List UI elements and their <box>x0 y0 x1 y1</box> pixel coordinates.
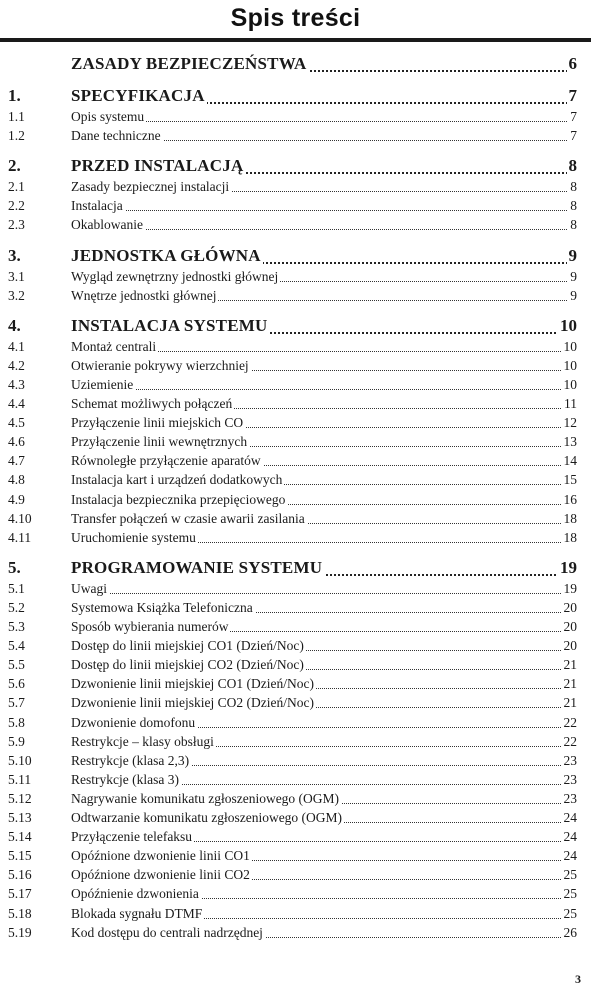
entry-page-number: 20 <box>563 638 577 654</box>
toc-entry[interactable] <box>0 618 591 637</box>
entry-number: 5.14 <box>8 829 32 845</box>
toc-entry[interactable] <box>0 694 591 713</box>
toc-section-entry[interactable] <box>0 306 591 338</box>
entry-number: 5.3 <box>8 619 25 635</box>
entry-page-number: 10 <box>563 376 577 392</box>
entry-title: Dostęp do linii miejskiej CO2 (Dzień/Noc) <box>71 657 304 673</box>
entry-title: SPECYFIKACJA <box>71 86 205 105</box>
toc-entry[interactable] <box>0 599 591 618</box>
entry-page-number: 8 <box>568 156 577 176</box>
entry-page-number: 20 <box>563 619 577 635</box>
entry-title: Opóźnienie dzwonienia <box>71 886 199 902</box>
toc-entry[interactable] <box>0 809 591 828</box>
entry-title: Przyłączenie linii miejskich CO <box>71 415 244 431</box>
entry-number: 4.1 <box>8 338 25 354</box>
entry-number: 5.17 <box>8 886 32 902</box>
entry-page-number: 18 <box>563 529 577 545</box>
entry-title: Odtwarzanie komunikatu zgłoszeniowego (OGM) <box>71 810 343 826</box>
entry-title: Uruchomienie systemu <box>71 529 196 545</box>
entry-title: Równoległe przyłączenie aparatów <box>71 453 261 469</box>
page-number: 3 <box>575 972 581 986</box>
entry-page-number: 22 <box>563 733 577 749</box>
toc-section-entry[interactable] <box>0 76 591 108</box>
entry-title: Opóźnione dzwonienie linii CO2 <box>71 867 250 883</box>
entry-page-number: 8 <box>570 217 577 233</box>
toc-entry[interactable] <box>0 847 591 866</box>
entry-page-number: 23 <box>563 790 577 806</box>
entry-page-number: 15 <box>563 472 577 488</box>
entry-number: 4.5 <box>8 415 25 431</box>
entry-number: 5.15 <box>8 848 32 864</box>
entry-number: 5. <box>8 557 21 577</box>
entry-title: Przyłączenie telefaksu <box>71 829 193 845</box>
entry-title: JEDNOSTKA GŁÓWNA <box>71 245 261 265</box>
toc-entry[interactable] <box>0 178 591 197</box>
entry-title: Dostęp do linii miejskiej CO1 (Dzień/Noc) <box>71 638 304 654</box>
table-of-contents <box>0 44 591 979</box>
entry-title: Sposób wybierania numerów <box>71 619 229 635</box>
entry-number: 5.1 <box>8 580 25 596</box>
toc-entry[interactable] <box>0 771 591 790</box>
toc-entry[interactable] <box>0 452 591 471</box>
entry-page-number: 21 <box>563 657 577 673</box>
entry-number: 4.3 <box>8 376 25 392</box>
entry-page-number: 19 <box>560 557 577 577</box>
toc-entry[interactable] <box>0 580 591 599</box>
entry-page-number: 25 <box>563 867 577 883</box>
entry-page-number: 10 <box>563 357 577 373</box>
entry-page-number: 12 <box>563 415 577 431</box>
toc-entry[interactable] <box>0 924 591 943</box>
entry-page-number: 23 <box>563 752 577 768</box>
entry-page-number: 26 <box>563 924 577 940</box>
toc-entry[interactable] <box>0 338 591 357</box>
entry-page-number: 14 <box>563 453 577 469</box>
toc-entry[interactable] <box>0 733 591 752</box>
toc-entry[interactable] <box>0 637 591 656</box>
entry-number: 3.2 <box>8 287 25 303</box>
entry-number: 4.8 <box>8 472 25 488</box>
entry-number: 5.10 <box>8 752 32 768</box>
title-divider <box>0 38 591 42</box>
toc-entry[interactable] <box>0 714 591 733</box>
entry-number: 4.2 <box>8 357 25 373</box>
entry-page-number: 11 <box>564 396 577 412</box>
entry-page-number: 9 <box>570 268 577 284</box>
dot-leader <box>71 229 575 230</box>
entry-page-number: 13 <box>563 434 577 450</box>
entry-title: Dzwonienie domofonu <box>71 714 196 730</box>
toc-entry[interactable] <box>0 197 591 216</box>
entry-page-number: 24 <box>563 810 577 826</box>
entry-number: 2.1 <box>8 179 25 195</box>
entry-title: Restrykcje – klasy obsługi <box>71 733 214 749</box>
entry-title: Dane techniczne <box>71 128 161 144</box>
entry-page-number: 10 <box>560 315 577 335</box>
entry-number: 1.1 <box>8 109 25 125</box>
entry-title: Systemowa Książka Telefoniczna <box>71 599 253 615</box>
entry-page-number: 16 <box>563 491 577 507</box>
toc-section-entry[interactable] <box>0 548 591 580</box>
entry-title: Wygląd zewnętrzny jednostki głównej <box>71 268 279 284</box>
entry-title: Opóźnione dzwonienie linii CO1 <box>71 848 250 864</box>
entry-number: 4. <box>8 315 21 335</box>
entry-page-number: 7 <box>570 109 577 125</box>
entry-number: 3. <box>8 245 21 265</box>
toc-entry[interactable] <box>0 752 591 771</box>
entry-page-number: 7 <box>568 86 577 105</box>
toc-entry[interactable] <box>0 108 591 127</box>
entry-number: 5.19 <box>8 924 32 940</box>
entry-number: 5.16 <box>8 867 32 883</box>
entry-number: 2.3 <box>8 217 25 233</box>
toc-section-entry[interactable] <box>0 146 591 178</box>
entry-number: 3.1 <box>8 268 25 284</box>
entry-number: 5.4 <box>8 638 25 654</box>
toc-entry[interactable] <box>0 510 591 529</box>
entry-title: Instalacja bezpiecznika przepięciowego <box>71 491 286 507</box>
toc-section-entry[interactable] <box>0 236 591 268</box>
entry-page-number: 24 <box>563 848 577 864</box>
entry-number: 5.13 <box>8 810 32 826</box>
entry-page-number: 7 <box>570 128 577 144</box>
toc-entry[interactable] <box>0 127 591 146</box>
entry-number: 1. <box>8 86 21 105</box>
entry-title: Uwagi <box>71 580 107 596</box>
entry-page-number: 25 <box>563 905 577 921</box>
entry-title: Restrykcje (klasa 3) <box>71 771 179 787</box>
entry-number: 5.5 <box>8 657 25 673</box>
entry-title: Nagrywanie komunikatu zgłoszeniowego (OGM) <box>71 790 340 806</box>
toc-entry[interactable] <box>0 790 591 809</box>
entry-title: Blokada sygnału DTMF <box>71 905 203 921</box>
entry-number: 4.11 <box>8 529 32 545</box>
toc-entry[interactable] <box>0 287 591 306</box>
toc-entry[interactable] <box>0 656 591 675</box>
toc-entry[interactable] <box>0 414 591 433</box>
entry-number: 4.4 <box>8 396 25 412</box>
entry-page-number: 8 <box>570 198 577 214</box>
entry-number: 4.7 <box>8 453 25 469</box>
entry-title: INSTALACJA SYSTEMU <box>71 315 268 335</box>
toc-section-entry[interactable] <box>0 44 591 76</box>
toc-entry[interactable] <box>0 433 591 452</box>
entry-title: Okablowanie <box>71 217 143 233</box>
entry-page-number: 18 <box>563 510 577 526</box>
entry-page-number: 25 <box>563 886 577 902</box>
entry-title: Wnętrze jednostki głównej <box>71 287 217 303</box>
entry-number: 5.9 <box>8 733 25 749</box>
entry-number: 5.8 <box>8 714 25 730</box>
entry-page-number: 10 <box>563 338 577 354</box>
entry-number: 5.6 <box>8 676 25 692</box>
entry-page-number: 9 <box>570 287 577 303</box>
entry-number: 4.6 <box>8 434 25 450</box>
entry-title: Montaż centrali <box>71 338 157 354</box>
toc-entry[interactable] <box>0 529 591 548</box>
entry-number: 4.10 <box>8 510 32 526</box>
entry-number: 5.12 <box>8 790 32 806</box>
entry-number: 5.2 <box>8 599 25 615</box>
toc-entry[interactable] <box>0 268 591 287</box>
entry-title: Schemat możliwych połączeń <box>71 396 233 412</box>
entry-page-number: 19 <box>563 580 577 596</box>
entry-title: Otwieranie pokrywy wierzchniej <box>71 357 249 373</box>
entry-title: Restrykcje (klasa 2,3) <box>71 752 190 768</box>
entry-number: 5.7 <box>8 695 25 711</box>
entry-title: ZASADY BEZPIECZEŃSTWA <box>71 54 307 73</box>
entry-title: Transfer połączeń w czasie awarii zasilania <box>71 510 305 526</box>
entry-page-number: 20 <box>563 599 577 615</box>
entry-title: Przyłączenie linii wewnętrznych <box>71 434 248 450</box>
toc-entry[interactable] <box>0 395 591 414</box>
entry-title: Dzwonienie linii miejskiej CO1 (Dzień/Noc) <box>71 676 314 692</box>
entry-number: 4.9 <box>8 491 25 507</box>
entry-page-number: 8 <box>570 179 577 195</box>
toc-entry[interactable] <box>0 675 591 694</box>
toc-entry[interactable] <box>0 828 591 847</box>
toc-entry[interactable] <box>0 471 591 490</box>
toc-entry[interactable] <box>0 491 591 510</box>
entry-title: Kod dostępu do centrali nadrzędnej <box>71 924 263 940</box>
toc-entry[interactable] <box>0 885 591 904</box>
dot-leader <box>71 210 575 211</box>
entry-title: Instalacja kart i urządzeń dodatkowych <box>71 472 283 488</box>
dot-leader <box>71 121 575 122</box>
entry-number: 5.18 <box>8 905 32 921</box>
entry-title: Uziemienie <box>71 376 134 392</box>
entry-page-number: 22 <box>563 714 577 730</box>
toc-entry[interactable] <box>0 357 591 376</box>
entry-number: 5.11 <box>8 771 32 787</box>
dot-leader <box>71 389 575 390</box>
entry-number: 1.2 <box>8 128 25 144</box>
entry-page-number: 24 <box>563 829 577 845</box>
entry-title: PRZED INSTALACJĄ <box>71 156 244 176</box>
toc-entry[interactable] <box>0 866 591 885</box>
dot-leader <box>71 593 575 594</box>
entry-title: Zasady bezpiecznej instalacji <box>71 179 230 195</box>
toc-entry[interactable] <box>0 376 591 395</box>
entry-title: PROGRAMOWANIE SYSTEMU <box>71 557 323 577</box>
entry-page-number: 9 <box>568 245 577 265</box>
toc-entry[interactable] <box>0 216 591 235</box>
entry-title: Instalacja <box>71 198 123 214</box>
entry-page-number: 23 <box>563 771 577 787</box>
toc-entry[interactable] <box>0 905 591 924</box>
entry-page-number: 6 <box>568 54 577 73</box>
entry-page-number: 21 <box>563 695 577 711</box>
entry-page-number: 21 <box>563 676 577 692</box>
entry-title: Dzwonienie linii miejskiej CO2 (Dzień/Noc) <box>71 695 314 711</box>
entry-title: Opis systemu <box>71 109 145 125</box>
entry-number: 2.2 <box>8 198 25 214</box>
page-title: Spis treści <box>230 4 361 32</box>
entry-number: 2. <box>8 156 21 176</box>
